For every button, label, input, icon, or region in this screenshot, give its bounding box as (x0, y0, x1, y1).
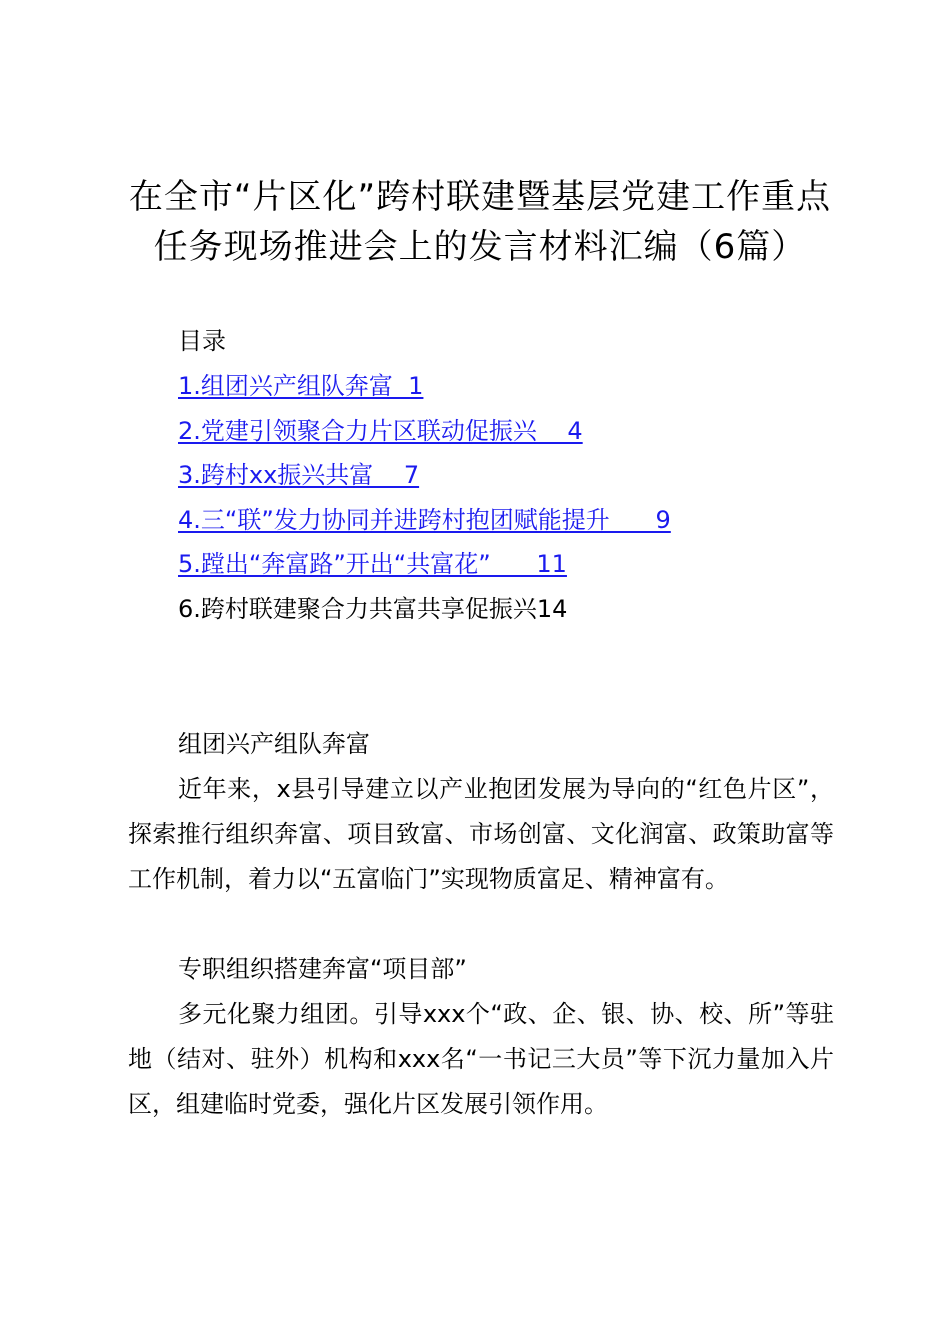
toc-link-3[interactable]: 3.跨村xx振兴共富 7 (178, 461, 420, 490)
toc-link-4[interactable]: 4.三“联”发力协同并进跨村抱团赋能提升 9 (178, 505, 671, 534)
paragraph-body: 多元化聚力组团。引导xxx个“政、企、银、协、校、所”等驻地（结对、驻外）机构和xxx名“一书记三大员”等下沉力量加入片区，组建临时党委，强化片区发展引领作用。 (128, 1000, 834, 1118)
paragraph-intro: 近年来，x县引导建立以产业抱团发展为导向的“红色片区”，探索推行组织奔富、项目致富、市场创富、文化润富、政策助富等工作机制，着力以“五富临门”实现物质富足、精神富有。 (128, 775, 834, 893)
toc-item[interactable] (178, 366, 671, 411)
table-of-contents (178, 366, 671, 634)
subheading: 专职组织搭建奔富“项目部” (178, 955, 467, 983)
toc-item[interactable] (178, 500, 671, 545)
toc-entry-6: 6.跨村联建聚合力共富共享促振兴14 (178, 594, 568, 623)
toc-item[interactable] (178, 455, 671, 500)
toc-heading: 目录 (178, 327, 226, 355)
toc-link-2[interactable]: 2.党建引领聚合力片区联动促振兴 4 (178, 416, 583, 445)
toc-item[interactable] (178, 544, 671, 589)
document-title: 在全市“片区化”跨村联建暨基层党建工作重点任务现场推进会上的发言材料汇编（6篇） (128, 177, 832, 267)
toc-link-1[interactable]: 1.组团兴产组队奔富 1 (178, 372, 424, 400)
toc-item[interactable] (178, 411, 671, 456)
toc-item (178, 589, 671, 634)
section-title: 组团兴产组队奔富 (178, 730, 370, 758)
toc-link-5[interactable]: 5.蹚出“奔富路”开出“共富花” 11 (178, 550, 567, 579)
